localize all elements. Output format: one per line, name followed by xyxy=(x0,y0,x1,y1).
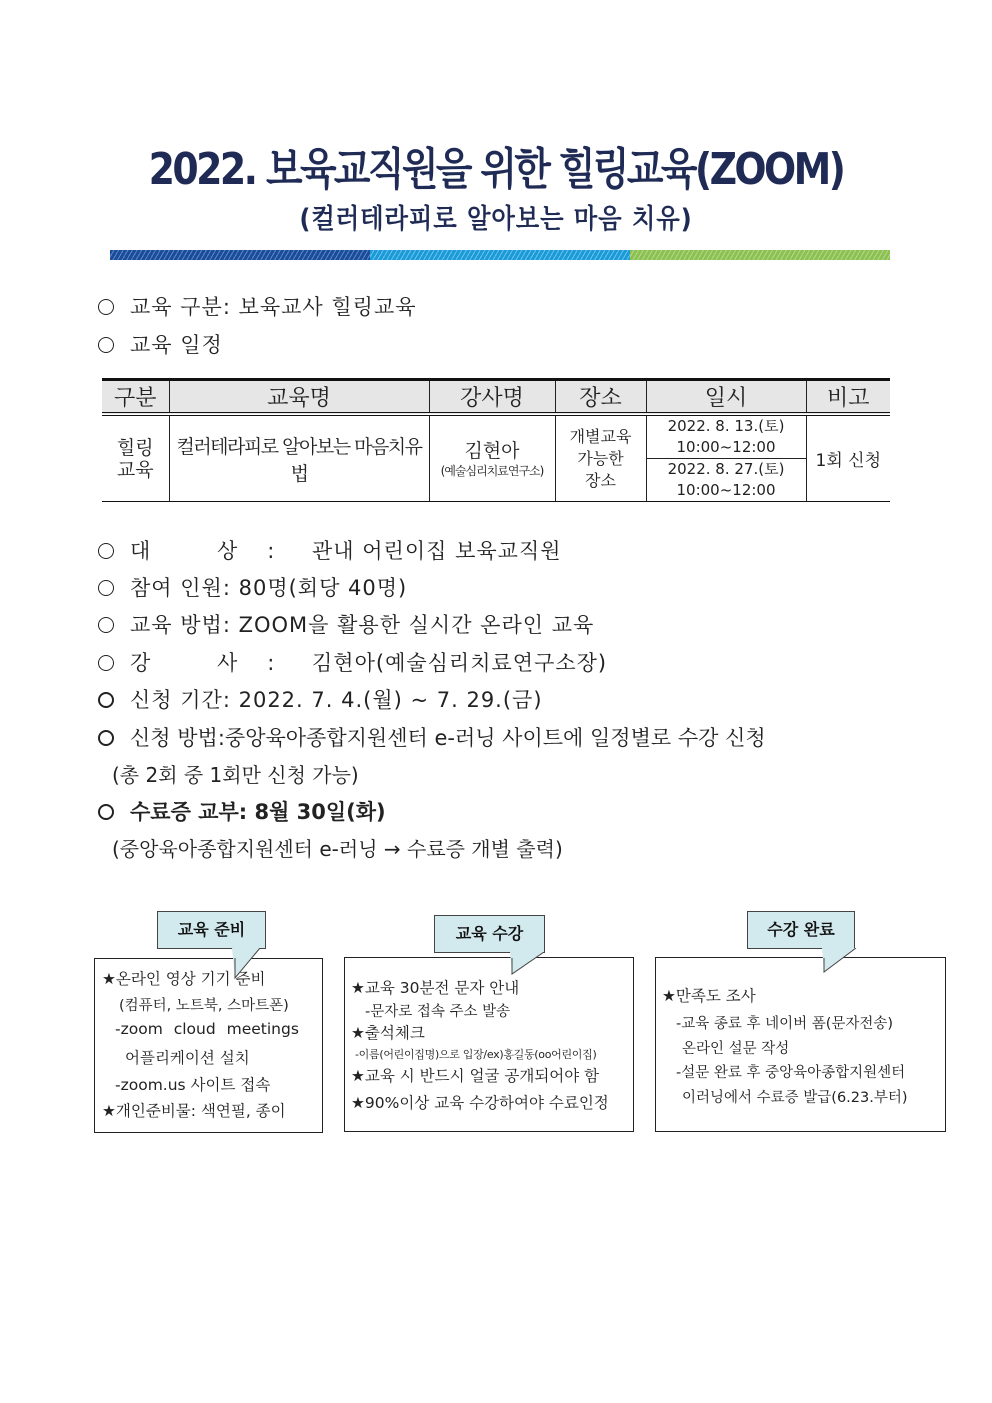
detail-value: ZOOM을 활용한 실시간 온라인 교육 xyxy=(238,613,595,637)
detail-label: 신청 방법: xyxy=(130,726,225,750)
step-line: ★출석체크 xyxy=(351,1024,425,1042)
circle-bullet-icon xyxy=(98,337,114,353)
place-line-2: 가능한 xyxy=(577,448,624,468)
callout-tail-icon xyxy=(508,952,548,976)
place-line-3: 장소 xyxy=(585,470,616,490)
circle-bullet-icon xyxy=(98,804,114,820)
detail-label: 강 사: xyxy=(130,651,305,675)
detail-target xyxy=(96,537,562,565)
certificate-note: (중앙육아종합지원센터 e-러닝 → 수료증 개별 출력) xyxy=(112,837,563,861)
step-line: -문자로 접속 주소 발송 xyxy=(365,1004,511,1020)
circle-bullet-icon xyxy=(98,655,114,671)
step-label-completion: 수강 완료 xyxy=(747,911,855,949)
circle-bullet-icon xyxy=(98,730,114,746)
schedule-heading-text: 교육 일정 xyxy=(130,333,223,357)
detail-apply-period xyxy=(96,686,543,714)
detail-apply-method xyxy=(96,724,766,752)
circle-bullet-icon xyxy=(98,543,114,559)
category-line-1: 힐링 xyxy=(116,436,154,459)
cell-category xyxy=(102,414,169,502)
detail-instructor xyxy=(96,649,607,677)
step-line: ★90%이상 교육 수강하여야 수료인정 xyxy=(351,1094,609,1112)
cell-note: 1회 신청 xyxy=(806,414,890,502)
callout-tail-icon xyxy=(820,948,860,974)
circle-bullet-icon xyxy=(98,617,114,633)
step-box-preparation xyxy=(94,958,323,1133)
step-line: 이러닝에서 수료증 발급(6.23.부터) xyxy=(682,1090,908,1106)
stripe-segment-navy xyxy=(110,250,370,260)
step-line: (컴퓨터, 노트북, 스마트폰) xyxy=(119,998,289,1014)
cell-session-2 xyxy=(646,459,806,502)
education-schedule-heading xyxy=(96,331,223,359)
decorative-stripe-bar xyxy=(110,250,890,260)
step-line: 온라인 설문 작성 xyxy=(682,1041,790,1057)
detail-value: 관내 어린이집 보육교직원 xyxy=(312,539,562,563)
step-line: ★교육 30분전 문자 안내 xyxy=(351,979,520,997)
step-line: -이름(어린이집명)으로 입장/ex)홍길동(oo어린이집) xyxy=(355,1048,597,1061)
circle-bullet-icon xyxy=(98,692,114,708)
detail-value: 중앙육아종합지원센터 e-러닝 사이트에 일정별로 수강 신청 xyxy=(224,726,766,750)
instructor-org: (예술심리치료연구소) xyxy=(440,463,544,478)
callout-tail-icon xyxy=(230,948,266,980)
education-category-text: 교육 구분: 보육교사 힐링교육 xyxy=(130,295,417,319)
instructor-name: 김현아 xyxy=(464,439,520,462)
education-category-line xyxy=(96,293,417,321)
step-line: 어플리케이션 설치 xyxy=(125,1049,250,1067)
table-header-row xyxy=(102,380,890,415)
step-line: -교육 종료 후 네이버 폼(문자전송) xyxy=(676,1016,894,1032)
circle-bullet-icon xyxy=(98,580,114,596)
header-instructor: 강사명 xyxy=(429,380,555,415)
step-line: ★교육 시 반드시 얼굴 공개되어야 함 xyxy=(351,1067,600,1085)
detail-label: 교육 방법: xyxy=(130,613,231,637)
detail-value: 2022. 7. 4.(월) ~ 7. 29.(금) xyxy=(238,688,543,712)
table-row xyxy=(102,414,890,459)
detail-method xyxy=(96,611,594,639)
header-course: 교육명 xyxy=(169,380,429,415)
header-datetime: 일시 xyxy=(646,380,806,415)
step-box-attendance xyxy=(344,957,634,1132)
session-2-date: 2022. 8. 27.(토) xyxy=(667,460,785,478)
detail-label: 수료증 교부: xyxy=(130,800,248,824)
session-1-date: 2022. 8. 13.(토) xyxy=(667,417,785,435)
cell-session-1 xyxy=(646,414,806,459)
step-line: -설문 완료 후 중앙육아종합지원센터 xyxy=(676,1065,906,1081)
header-category: 구분 xyxy=(102,380,169,415)
place-line-1: 개별교육 xyxy=(569,426,632,446)
schedule-table xyxy=(102,378,890,502)
cell-instructor xyxy=(429,414,555,502)
detail-label: 참여 인원: xyxy=(130,576,231,600)
session-1-time: 10:00~12:00 xyxy=(676,438,776,456)
step-line: -zoom.us 사이트 접속 xyxy=(115,1076,271,1094)
session-2-time: 10:00~12:00 xyxy=(676,481,776,499)
detail-certificate xyxy=(96,798,386,826)
detail-participants xyxy=(96,574,407,602)
category-line-2: 교육 xyxy=(116,458,154,481)
detail-value: 8월 30일(화) xyxy=(254,800,386,824)
step-line: ★만족도 조사 xyxy=(662,987,756,1005)
stripe-segment-sky xyxy=(370,250,630,260)
step-box-completion xyxy=(655,957,946,1132)
document-title: 2022. 보육교직원을 위한 힐링교육(ZOOM) xyxy=(148,144,844,195)
step-label-attendance: 교육 수강 xyxy=(434,915,545,953)
detail-label: 신청 기간: xyxy=(130,688,231,712)
detail-label: 대 상: xyxy=(130,539,305,563)
header-place: 장소 xyxy=(555,380,646,415)
circle-bullet-icon xyxy=(98,299,114,315)
header-note: 비고 xyxy=(806,380,890,415)
step-line: ★개인준비물: 색연필, 종이 xyxy=(102,1102,286,1120)
cell-place xyxy=(555,414,646,502)
detail-value: 80명(회당 40명) xyxy=(238,576,408,600)
cell-course: 컬러테라피로 알아보는 마음치유법 xyxy=(169,414,429,502)
step-line: -zoom cloud meetings xyxy=(115,1020,299,1038)
step-line: ★온라인 영상 기기 준비 xyxy=(102,970,266,988)
stripe-segment-green xyxy=(630,250,890,260)
step-label-preparation: 교육 준비 xyxy=(157,911,266,949)
apply-note: (총 2회 중 1회만 신청 가능) xyxy=(112,763,359,787)
document-subtitle: (컬러테라피로 알아보는 마음 치유) xyxy=(299,204,693,235)
detail-value: 김현아(예술심리치료연구소장) xyxy=(312,651,608,675)
